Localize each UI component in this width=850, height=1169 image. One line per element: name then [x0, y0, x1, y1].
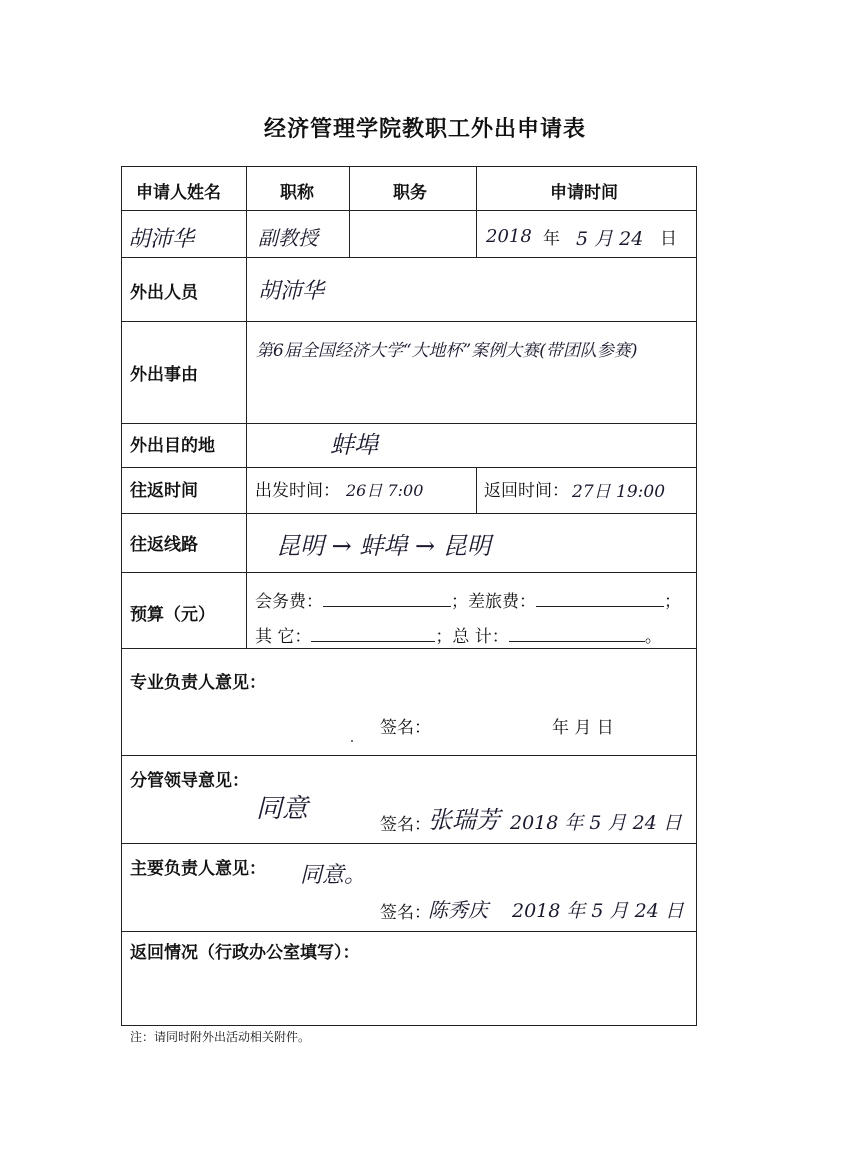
- row-divider: [122, 931, 696, 932]
- division-opinion-text: 同意: [256, 794, 309, 824]
- destination-value: 蚌埠: [330, 431, 378, 459]
- meeting-fee-blank[interactable]: [323, 592, 451, 607]
- return-time-value: 27日 19:00: [572, 482, 666, 502]
- header-position: 职务: [393, 183, 427, 203]
- applicant-title: 副教授: [258, 226, 318, 250]
- applicant-name: 胡沛华: [128, 227, 195, 252]
- ink-dot: [351, 740, 353, 742]
- time-label: 往返时间: [130, 481, 198, 501]
- major-sign-label: 签名：: [380, 718, 431, 738]
- personnel-label: 外出人员: [130, 283, 198, 303]
- row-divider: [122, 572, 696, 573]
- total-blank[interactable]: [509, 627, 645, 642]
- apply-day-unit: 日: [660, 229, 677, 249]
- return-status-label: 返回情况（行政办公室填写）：: [130, 943, 360, 963]
- main-opinion-label: 主要负责人意见：: [130, 859, 266, 879]
- column-divider: [476, 167, 477, 257]
- budget-label: 预算（元）: [130, 605, 215, 625]
- main-date: 2018 年 5 月 24 日: [512, 900, 684, 922]
- header-time: 申请时间: [550, 183, 618, 203]
- column-divider: [349, 167, 350, 257]
- division-signature: 张瑞芳: [428, 806, 500, 834]
- row-divider: [122, 321, 696, 322]
- division-sign-label: 签名：: [380, 815, 431, 835]
- page-title: 经济管理学院教职工外出申请表: [263, 117, 586, 142]
- meeting-fee-line: [255, 587, 681, 612]
- row-divider: [122, 257, 696, 258]
- row-divider: [122, 513, 696, 514]
- header-title: 职称: [280, 183, 314, 203]
- main-opinion-text: 同意。: [300, 863, 367, 888]
- reason-line1: 第6届全国经济大学“大地杯”案例大赛(带团队参赛): [256, 341, 638, 361]
- budget-end: 。: [644, 627, 662, 647]
- other-fee-label: 其 它：: [255, 627, 312, 647]
- row-divider: [122, 843, 696, 844]
- division-date: 2018 年 5 月 24 日: [510, 812, 682, 834]
- return-time-label: 返回时间：: [484, 481, 569, 501]
- route-label: 往返线路: [130, 535, 198, 555]
- budget-sep: ；: [664, 592, 681, 612]
- division-opinion-label: 分管领导意见：: [130, 771, 249, 791]
- row-divider: [122, 755, 696, 756]
- apply-year-unit: 年: [543, 229, 560, 249]
- other-fee-blank[interactable]: [311, 627, 435, 642]
- major-date: 年 月 日: [552, 718, 614, 738]
- personnel-value: 胡沛华: [258, 279, 325, 304]
- row-divider: [122, 648, 696, 649]
- travel-fee-label: ；差旅费：: [451, 592, 536, 612]
- travel-fee-blank[interactable]: [536, 592, 664, 607]
- route-value: 昆明 → 蚌埠 → 昆明: [276, 532, 491, 560]
- row-divider: [122, 210, 696, 211]
- total-label: ；总 计：: [435, 627, 509, 647]
- main-signature: 陈秀庆: [428, 898, 488, 922]
- apply-year: 2018: [486, 226, 532, 247]
- other-fee-line: [255, 622, 662, 647]
- reason-label: 外出事由: [130, 365, 198, 385]
- column-divider: [246, 167, 247, 648]
- major-opinion-label: 专业负责人意见：: [130, 673, 266, 693]
- row-divider: [122, 467, 696, 468]
- destination-label: 外出目的地: [130, 436, 215, 456]
- depart-value: 26日 7:00: [346, 481, 424, 500]
- apply-month-day: 5 月 24: [576, 228, 644, 250]
- depart-label: 出发时间：: [255, 481, 340, 501]
- column-divider: [476, 467, 477, 513]
- meeting-fee-label: 会务费：: [255, 592, 323, 612]
- row-divider: [122, 423, 696, 424]
- main-sign-label: 签名：: [380, 903, 431, 923]
- footnote: 注：请同时附外出活动相关附件。: [130, 1030, 311, 1044]
- header-name: 申请人姓名: [136, 183, 221, 203]
